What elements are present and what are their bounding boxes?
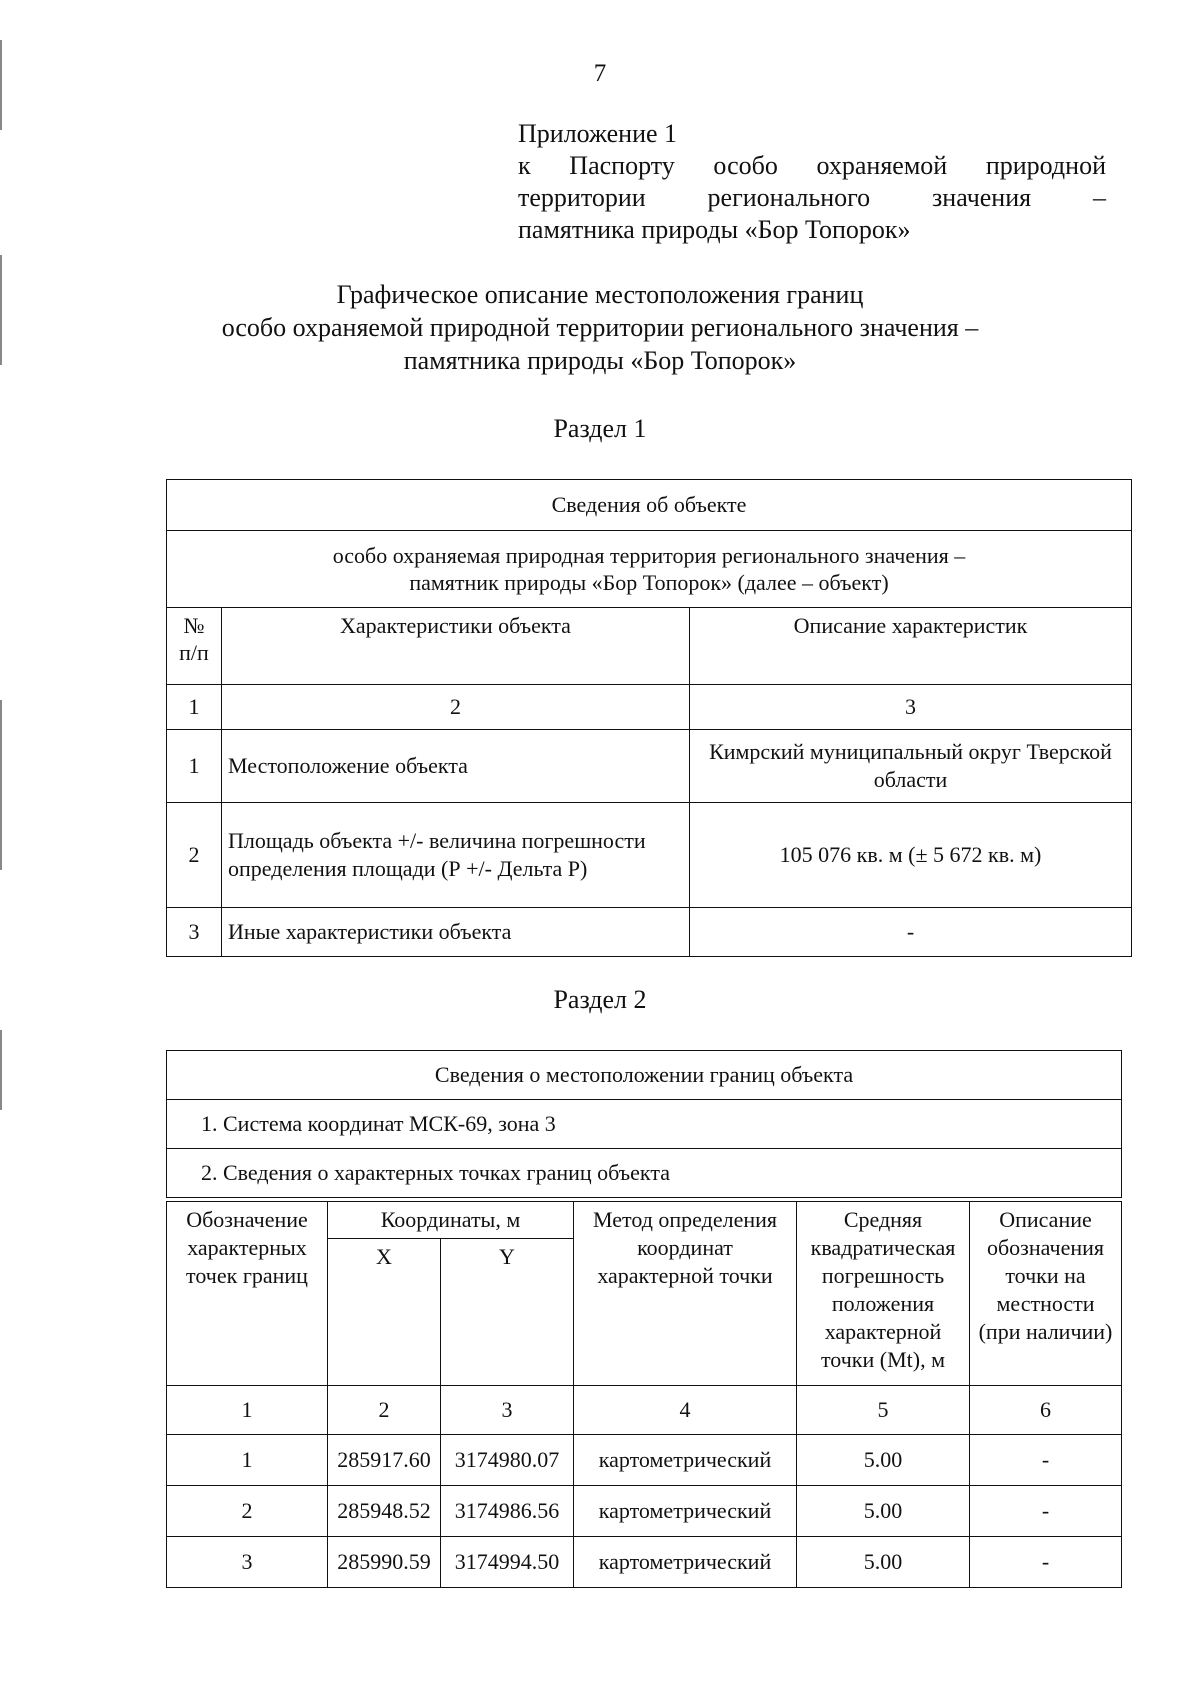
table-row xyxy=(167,1435,1122,1486)
characteristic-cell: Местоположение объекта xyxy=(222,730,690,803)
title-line: памятника природы «Бор Топорок» xyxy=(403,346,797,375)
description-cell: - xyxy=(690,908,1132,957)
column-header: Координаты, м xyxy=(328,1202,574,1239)
column-number: 2 xyxy=(328,1386,441,1435)
desc-cell: - xyxy=(970,1486,1122,1537)
y-cell: 3174986.56 xyxy=(441,1486,574,1537)
method-cell: картометрический xyxy=(574,1486,797,1537)
row-number: 1 xyxy=(167,730,222,803)
section1-heading: Раздел 1 xyxy=(553,414,647,443)
method-cell: картометрический xyxy=(574,1537,797,1588)
column-number: 5 xyxy=(797,1386,970,1435)
method-cell: картометрический xyxy=(574,1435,797,1486)
desc-cell: - xyxy=(970,1435,1122,1486)
coordinate-system: 1. Система координат МСК-69, зона 3 xyxy=(167,1100,1122,1149)
table-title: Сведения о местоположении границ объекта xyxy=(167,1051,1122,1100)
column-header-y: Y xyxy=(441,1239,574,1386)
object-info-table xyxy=(166,479,1132,957)
y-cell: 3174994.50 xyxy=(441,1537,574,1588)
object-name-line: особо охраняемая природная территория регионального значения – xyxy=(332,543,966,568)
object-name xyxy=(167,531,1132,608)
column-number: 4 xyxy=(574,1386,797,1435)
description-cell: 105 076 кв. м (± 5 672 кв. м) xyxy=(690,803,1132,908)
title-line: особо охраняемой природной территории регионального значения – xyxy=(221,313,979,342)
object-name-line: памятник природы «Бор Топорок» (далее – объект) xyxy=(409,570,889,595)
points-heading: 2. Сведения о характерных точках границ объекта xyxy=(167,1149,1122,1198)
appendix-header xyxy=(518,118,1106,246)
column-header: Метод определения координат характерной точки xyxy=(574,1202,797,1386)
appendix-line: территории регионального значения – xyxy=(518,183,1106,212)
section2-heading: Раздел 2 xyxy=(553,985,647,1014)
error-cell: 5.00 xyxy=(797,1435,970,1486)
scan-edge-line xyxy=(0,700,2,870)
appendix-line: Приложение 1 xyxy=(518,119,678,148)
point-cell: 2 xyxy=(167,1486,328,1537)
appendix-line: к Паспорту особо охраняемой природной xyxy=(518,151,1106,180)
x-cell: 285917.60 xyxy=(328,1435,441,1486)
column-number: 1 xyxy=(167,685,222,730)
x-cell: 285948.52 xyxy=(328,1486,441,1537)
column-header: Описание обозначения точки на местности (при наличии) xyxy=(970,1202,1122,1386)
column-number: 2 xyxy=(222,685,690,730)
table-row xyxy=(167,1537,1122,1588)
table-row xyxy=(167,908,1132,957)
column-header: № п/п xyxy=(167,608,222,685)
error-cell: 5.00 xyxy=(797,1537,970,1588)
table-row xyxy=(167,1486,1122,1537)
row-number: 3 xyxy=(167,908,222,957)
description-cell: Кимрский муниципальный округ Тверской области xyxy=(690,730,1132,803)
column-number: 6 xyxy=(970,1386,1122,1435)
x-cell: 285990.59 xyxy=(328,1537,441,1588)
column-header: Характеристики объекта xyxy=(222,608,690,685)
table-row xyxy=(167,730,1132,803)
scan-edge-line xyxy=(0,1030,2,1110)
column-number: 1 xyxy=(167,1386,328,1435)
column-number: 3 xyxy=(441,1386,574,1435)
column-number: 3 xyxy=(690,685,1132,730)
boundary-info-header-table xyxy=(166,1050,1122,1198)
error-cell: 5.00 xyxy=(797,1486,970,1537)
column-header: Средняя квадратическая погрешность положения характерной точки (Mt), м xyxy=(797,1202,970,1386)
point-cell: 3 xyxy=(167,1537,328,1588)
document-title xyxy=(0,278,1200,377)
column-header-x: X xyxy=(328,1239,441,1386)
desc-cell: - xyxy=(970,1537,1122,1588)
table-title: Сведения об объекте xyxy=(167,480,1132,531)
row-number: 2 xyxy=(167,803,222,908)
y-cell: 3174980.07 xyxy=(441,1435,574,1486)
table-row xyxy=(167,803,1132,908)
column-header: Описание характеристик xyxy=(690,608,1132,685)
page-number: 7 xyxy=(593,60,607,87)
appendix-line: памятника природы «Бор Топорок» xyxy=(518,215,911,244)
point-cell: 1 xyxy=(167,1435,328,1486)
title-line: Графическое описание местоположения границ xyxy=(336,280,864,309)
column-header: Обозначение характерных точек границ xyxy=(167,1202,328,1386)
characteristic-cell: Площадь объекта +/- величина погрешности определения площади (Р +/- Дельта Р) xyxy=(222,803,690,908)
boundary-points-table xyxy=(166,1201,1122,1588)
characteristic-cell: Иные характеристики объекта xyxy=(222,908,690,957)
